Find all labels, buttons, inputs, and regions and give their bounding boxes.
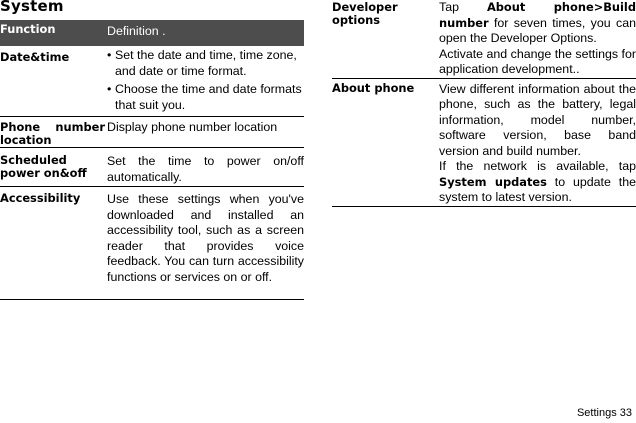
function-date-time: Date&time — [0, 46, 107, 117]
table-row-date-time — [0, 46, 304, 117]
definition-scheduled-power: Set the time to power on/off automatically. — [107, 148, 304, 187]
definition-date-time — [107, 46, 304, 117]
section-title: System — [0, 0, 64, 15]
definition-phone-number-location: Display phone number location — [107, 117, 304, 148]
header-definition: Definition . — [107, 20, 304, 46]
table-row-scheduled-power — [0, 148, 304, 187]
function-developer-options: Developer options — [332, 0, 439, 78]
definition-about-phone: View different information about the phone, such as the battery, legal information, model number, software version, base band version and build number. If the network is available, tap System updates to update the system to latest version. — [439, 78, 636, 206]
settings-table-left — [0, 20, 304, 300]
settings-table-right — [332, 0, 636, 207]
list-item: • Set the date and time, time zone, and date or time format. — [107, 48, 297, 78]
page-footer: Settings 33 — [576, 407, 632, 419]
definition-accessibility: Use these settings when you've downloaded and installed an accessibility tool, such as a screen reader that provides voice feedback. You can turn accessibility functions or services on or off. — [107, 187, 304, 300]
function-phone-number-location: Phone number location — [0, 117, 107, 148]
header-function: Function — [0, 20, 107, 46]
function-accessibility: Accessibility — [0, 187, 107, 300]
function-about-phone: About phone — [332, 78, 439, 206]
table-row-developer-options — [332, 0, 636, 78]
bullet-icon: • — [107, 48, 112, 62]
list-item: • Choose the time and date formats that suit you. — [107, 82, 302, 112]
function-scheduled-power: Scheduled power on&off — [0, 148, 107, 187]
bullet-icon: • — [107, 82, 112, 96]
definition-developer-options: Tap About phone>Build number for seven times, you can open the Developer Options. Activate and change the settings for application development.. — [439, 0, 636, 76]
table-header — [0, 20, 304, 46]
table-row-about-phone — [332, 78, 636, 206]
table-row-phone-location — [0, 117, 304, 148]
table-row-accessibility — [0, 187, 304, 300]
